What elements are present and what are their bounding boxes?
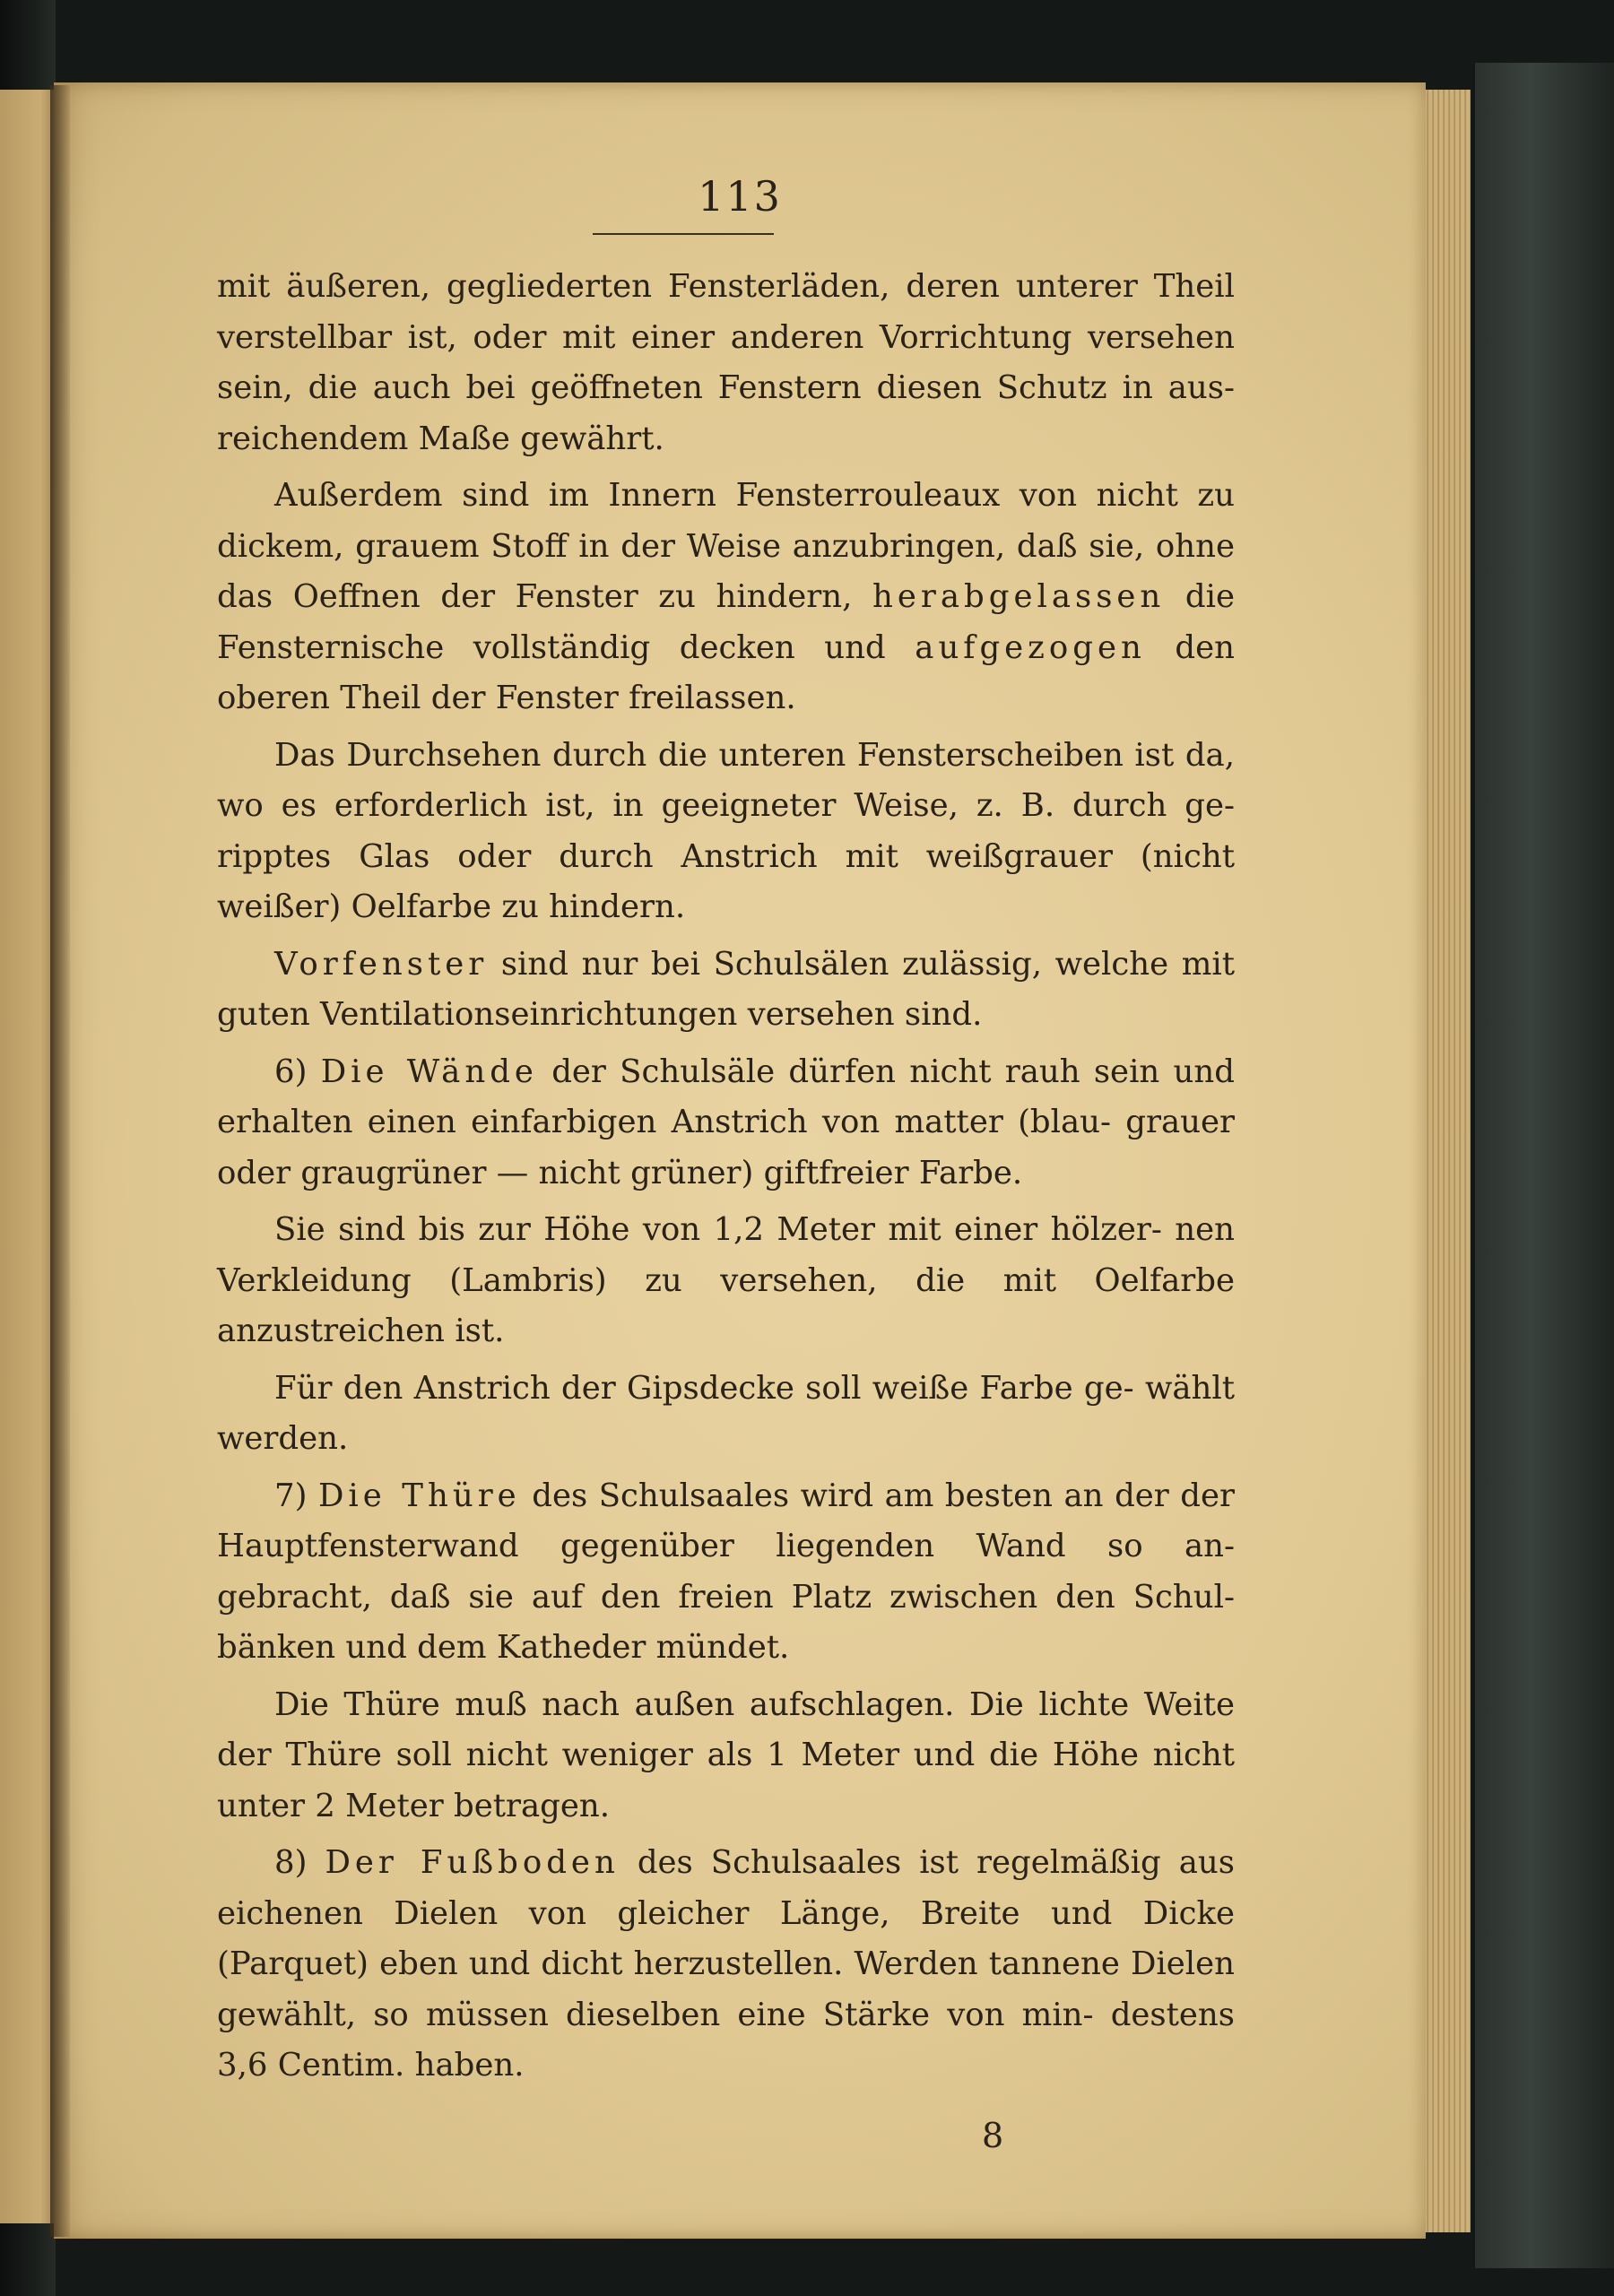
paragraph (217, 731, 1235, 933)
emphasized-text: herabgelassen (872, 578, 1166, 615)
text-run: des Schulsaales ist regelmäßig aus eichenen Dielen von gleicher Länge, Breite und Dicke (Parquet) eben und dicht herzustellen. Werden tannene Dielen gewählt, so müssen dieselben eine Stärke von min- destens 3,6 Centim. haben. (217, 1844, 1235, 2084)
emphasized-text: Vorfenster (274, 945, 489, 983)
paragraph (217, 940, 1235, 1041)
page-number: 113 (698, 172, 782, 221)
right-cover (1475, 63, 1614, 2268)
text-run: mit äußeren, gegliederten Fensterläden, deren unterer Theil verstellbar ist, oder mit einer anderen Vorrichtung versehen sein, die auch bei geöffneten Fenstern diesen Schutz in aus- reichendem Maße gewährt. (217, 268, 1235, 457)
text-run: 6) (274, 1053, 321, 1090)
paragraph (217, 1364, 1235, 1465)
text-run: 7) (274, 1477, 318, 1514)
text-run: Außerdem sind im Innern Fensterrouleaux von nicht zu dickem, grauem Stoff in der Weise anzubringen, daß sie, ohne das Oeffnen der Fenster zu hindern, (217, 477, 1235, 615)
text-run: sind nur bei Schulsälen zulässig, welche mit guten Ventilationseinrichtungen versehen sind. (217, 945, 1235, 1033)
paragraph (217, 262, 1235, 464)
text-run: Das Durchsehen durch die unteren Fensterscheiben ist da, wo es erforderlich ist, in geeigneter Weise, z. B. durch ge-ripptes Glas oder durch Anstrich mit weißgrauer (nicht weißer) Oelfarbe zu hindern. (217, 736, 1235, 925)
paragraph (217, 1047, 1235, 1200)
text-run: Sie sind bis zur Höhe von 1,2 Meter mit einer hölzer- nen Verkleidung (Lambris) zu versehen, die mit Oelfarbe anzustreichen ist. (217, 1211, 1235, 1349)
gutter-shadow (50, 85, 70, 2237)
paragraph (217, 1205, 1235, 1357)
body-text (217, 262, 1235, 2098)
left-page-edge (0, 90, 57, 2223)
paragraph (217, 1680, 1235, 1832)
text-run: 8) (274, 1844, 325, 1881)
text-run: der Schulsäle dürfen nicht rauh sein und erhalten einen einfarbigen Anstrich von matter (blau- grauer oder graugrüner — nicht grüner) giftfreier Farbe. (217, 1053, 1235, 1191)
text-run: des Schulsaales wird am besten an der der Hauptfensterwand gegenüber liegenden Wand so an- gebracht, daß sie auf den freien Platz zwischen den Schul- bänken und dem Katheder mündet. (217, 1477, 1235, 1666)
signature-mark: 8 (982, 2116, 1004, 2155)
emphasized-text: Die Thüre (317, 1477, 521, 1514)
text-run: Für den Anstrich der Gipsdecke soll weiße Farbe ge- wählt werden. (217, 1369, 1235, 1457)
book-page (54, 82, 1426, 2239)
emphasized-text: Die Wände (320, 1053, 538, 1090)
text-run: den oberen Theil der Fenster freilassen. (217, 628, 1235, 716)
emphasized-text: Der Fußboden (325, 1844, 620, 1881)
text-run: Die Thüre muß nach außen aufschlagen. Die lichte Weite der Thüre soll nicht weniger als 1 Meter und die Höhe nicht unter 2 Meter betragen. (217, 1685, 1235, 1824)
emphasized-text: aufgezogen (915, 628, 1146, 666)
paragraph (217, 1471, 1235, 1674)
paragraph (217, 471, 1235, 724)
paragraph (217, 1838, 1235, 2092)
text-run: die Fensternische vollständig decken und (217, 578, 1235, 666)
header-rule (593, 233, 774, 235)
